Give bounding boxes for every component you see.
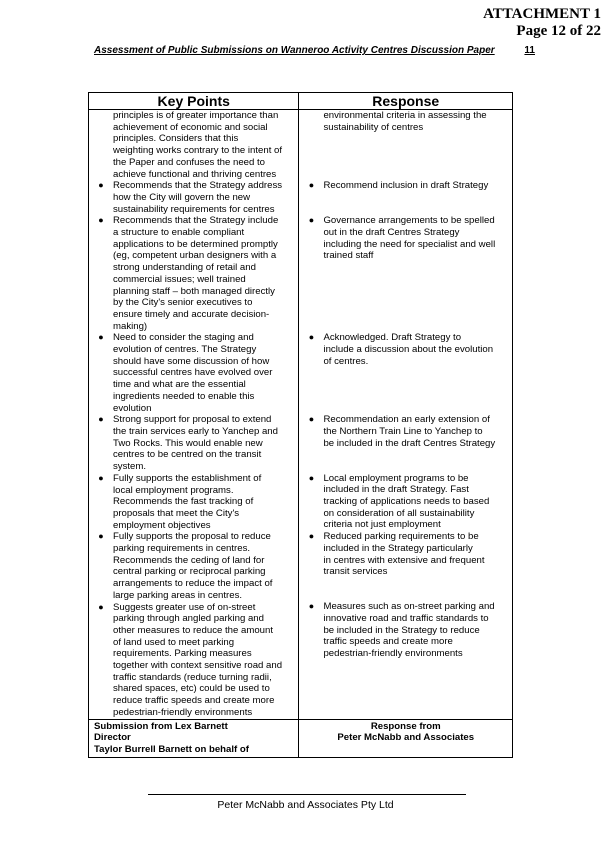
- text-line: planning staff – both managed directly: [113, 285, 275, 297]
- text-line: included in the draft Strategy. Fast: [323, 484, 469, 496]
- text-line: Recommends that the Strategy include: [113, 215, 279, 227]
- text-line: sustainability of centres: [323, 121, 424, 133]
- text-line: ingredients needed to enable this: [113, 390, 255, 402]
- bullet-icon: ●: [308, 180, 315, 191]
- item-text: [323, 531, 512, 601]
- text-line: trained staff: [323, 250, 374, 262]
- text-line: evolution: [113, 402, 152, 414]
- item-text: [323, 414, 512, 473]
- item-text: [323, 180, 512, 215]
- response-item: [299, 414, 512, 473]
- text-line: shared spaces, etc) could be used to: [113, 683, 270, 695]
- text-line: Taylor Burrell Barnett on behalf of: [94, 743, 249, 755]
- page-number: 11: [524, 45, 535, 56]
- text-line: proposals that meet the City's: [113, 507, 240, 519]
- bullet-icon: ●: [308, 332, 315, 343]
- key-point-item: [89, 215, 298, 332]
- text-line: Measures such as on-street parking and: [323, 601, 495, 613]
- footer-rule: [148, 794, 466, 795]
- text-line: strong understanding of retail and: [113, 262, 256, 274]
- text-line: included in the Strategy particularly: [323, 542, 473, 554]
- attachment-label: [483, 6, 601, 40]
- text-line: Fully supports the proposal to reduce: [113, 531, 271, 543]
- column-header-response: Response: [299, 93, 513, 110]
- bullet-icon: ●: [308, 414, 315, 425]
- key-points-cell: [89, 110, 299, 720]
- bullet-icon: ●: [308, 531, 315, 542]
- submission-footer-row: [89, 719, 513, 758]
- text-line: pedestrian-friendly environments: [113, 706, 253, 718]
- response-from: [299, 719, 513, 758]
- text-line: local employment programs.: [113, 484, 234, 496]
- submission-from: [89, 719, 299, 758]
- text-line: how the City will govern the new: [113, 191, 251, 203]
- text-line: evolution of centres. The Strategy: [113, 344, 257, 356]
- text-line: be included in the draft Centres Strategy: [323, 437, 496, 449]
- text-line: successful centres have evolved over: [113, 367, 273, 379]
- text-line: large parking areas in centres.: [113, 589, 243, 601]
- page-of-total: Page 12 of 22: [516, 23, 601, 39]
- item-text: [113, 531, 298, 601]
- item-text: [113, 414, 298, 473]
- item-text: [113, 180, 298, 215]
- item-text: [323, 601, 512, 718]
- text-line: Suggests greater use of on-street: [113, 601, 256, 613]
- bullet-icon: ●: [98, 332, 104, 343]
- text-line: tracking of applications needs to based: [323, 496, 490, 508]
- bullet-icon: ●: [98, 531, 104, 542]
- text-line: requirements. Parking measures: [113, 648, 252, 660]
- text-line: a structure to enable compliant: [113, 227, 245, 239]
- text-line: out in the draft Centres Strategy: [323, 226, 460, 238]
- key-point-item: [89, 602, 298, 719]
- bullet-icon: ●: [308, 472, 315, 483]
- text-line: sustainability requirements for centres: [113, 203, 275, 215]
- text-line: by the City's senior executives to: [113, 297, 253, 309]
- text-line: traffic standards (reduce turning radii,: [113, 671, 272, 683]
- text-line: Recommends the ceding of land for: [113, 554, 265, 566]
- bullet-icon: ●: [98, 215, 104, 226]
- text-line: Peter McNabb and Associates: [337, 732, 475, 744]
- item-text: [323, 332, 512, 414]
- response-item: [299, 215, 512, 332]
- item-text: [323, 473, 512, 532]
- text-line: arrangements to reduce the impact of: [113, 578, 273, 590]
- text-line: including the need for specialist and well: [323, 238, 496, 250]
- text-line: principles is of greater importance than: [113, 110, 279, 121]
- text-line: central parking or reciprocal parking: [113, 566, 266, 578]
- text-line: environmental criteria in assessing the: [323, 110, 487, 121]
- text-line: of land used to meet parking: [113, 636, 235, 648]
- text-line: time and what are the essential: [113, 379, 246, 391]
- text-line: include a discussion about the evolution: [323, 343, 494, 355]
- item-text: [113, 215, 298, 332]
- text-line: weighting works contrary to the intent of: [113, 145, 283, 157]
- text-line: Fully supports the establishment of: [113, 472, 262, 484]
- submissions-table: [88, 92, 513, 758]
- attachment-number: ATTACHMENT 1: [483, 6, 601, 22]
- running-header: [94, 45, 537, 56]
- response-continuation: [299, 110, 512, 180]
- document-title: Assessment of Public Submissions on Wanneroo Activity Centres Discussion Paper: [94, 45, 495, 56]
- key-point-item: [89, 414, 298, 473]
- text-line: Recommendation an early extension of: [323, 414, 490, 426]
- text-line: the Paper and confuses the need to: [113, 156, 266, 168]
- key-point-item: [89, 332, 298, 414]
- text-line: be included in the Strategy to reduce: [323, 624, 480, 636]
- table-header-row: [89, 93, 513, 110]
- text-line: Strong support for proposal to extend: [113, 414, 272, 426]
- response-item: [299, 601, 512, 718]
- text-line: Response from: [370, 720, 441, 732]
- text-line: applications to be determined promptly: [113, 238, 278, 250]
- item-text: [113, 473, 298, 532]
- text-line: (eg, competent urban designers with a: [113, 250, 277, 262]
- text-line: employment objectives: [113, 519, 211, 531]
- text-line: principles. Considers that this: [113, 133, 239, 145]
- bullet-icon: ●: [98, 414, 104, 425]
- text-line: in centres with extensive and frequent: [323, 554, 485, 566]
- text-line: Submission from Lex Barnett: [94, 720, 228, 732]
- text-line: Local employment programs to be: [323, 472, 469, 484]
- response-item: [299, 473, 512, 532]
- bullet-icon: ●: [98, 180, 104, 191]
- bullet-icon: ●: [308, 215, 315, 226]
- text-line: system.: [113, 461, 147, 473]
- key-point-item: [89, 473, 298, 532]
- text-line: transit services: [323, 566, 388, 578]
- text-line: centres to be centred on the transit: [113, 449, 262, 461]
- text-line: should have some discussion of how: [113, 355, 270, 367]
- item-text: [323, 215, 512, 332]
- text-line: achieve functional and thriving centres: [113, 168, 277, 180]
- text-line: together with context sensitive road and: [113, 660, 283, 672]
- key-point-item: [89, 531, 298, 601]
- text-line: Recommends that the Strategy address: [113, 180, 283, 192]
- response-item: [299, 531, 512, 601]
- bullet-icon: ●: [308, 601, 315, 612]
- text-line: ensure timely and accurate decision-: [113, 308, 270, 320]
- text-line: Two Rocks. This would enable new: [113, 437, 263, 449]
- text-line: the train services early to Yanchep and: [113, 425, 278, 437]
- response-item: [299, 180, 512, 215]
- text-line: Recommends the fast tracking of: [113, 496, 254, 508]
- text-line: traffic speeds and create more: [323, 636, 453, 648]
- response-item: [299, 332, 512, 414]
- text-line: criteria not just employment: [323, 519, 441, 531]
- text-line: Director: [94, 732, 131, 744]
- text-line: Recommend inclusion in draft Strategy: [323, 180, 489, 192]
- page-footer: Peter McNabb and Associates Pty Ltd: [217, 799, 394, 811]
- text-line: Reduced parking requirements to be: [323, 531, 479, 543]
- text-line: commercial issues; well trained: [113, 273, 246, 285]
- text-line: pedestrian-friendly environments: [323, 648, 463, 660]
- item-text: [113, 602, 298, 719]
- key-point-item: [89, 180, 298, 215]
- table-body-row: [89, 110, 513, 720]
- text-line: of centres.: [323, 355, 369, 367]
- text-line: on consideration of all sustainability: [323, 507, 475, 519]
- column-header-key-points: Key Points: [89, 93, 299, 110]
- text-line: making): [113, 320, 148, 332]
- text-line: Governance arrangements to be spelled: [323, 215, 495, 227]
- key-points-continuation: [89, 110, 298, 180]
- text-line: parking through angled parking and: [113, 613, 264, 625]
- bullet-icon: ●: [98, 601, 104, 612]
- text-line: other measures to reduce the amount: [113, 624, 273, 636]
- text-line: Acknowledged. Draft Strategy to: [323, 332, 462, 344]
- text-line: innovative road and traffic standards to: [323, 613, 489, 625]
- text-line: reduce traffic speeds and create more: [113, 695, 275, 707]
- item-text: [113, 332, 298, 414]
- text-line: the Northern Train Line to Yanchep to: [323, 425, 483, 437]
- text-line: parking requirements in centres.: [113, 543, 251, 555]
- bullet-icon: ●: [98, 472, 104, 483]
- text-line: Need to consider the staging and: [113, 332, 254, 344]
- text-line: achievement of economic and social: [113, 121, 268, 133]
- response-cell: [299, 110, 513, 720]
